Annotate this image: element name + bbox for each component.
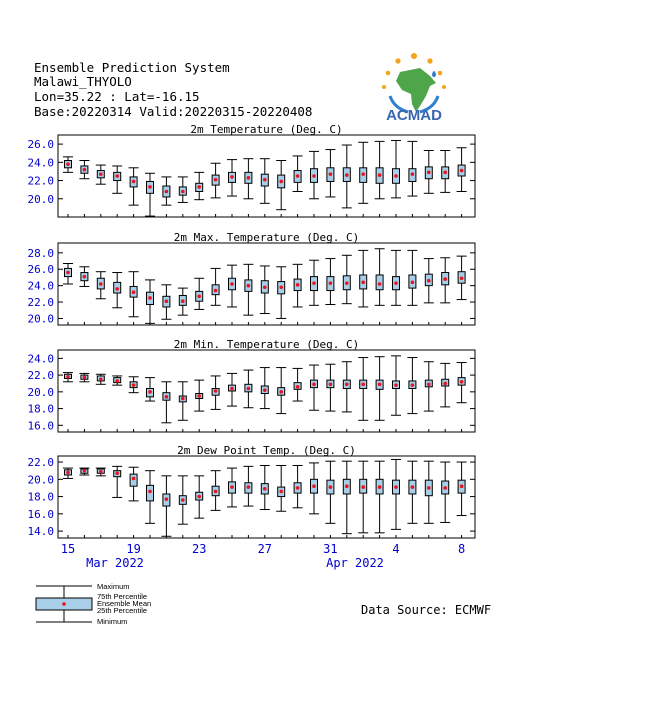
box-whisker bbox=[276, 267, 286, 319]
month-label: Apr 2022 bbox=[326, 556, 384, 570]
panel-title: 2m Max. Temperature (Deg. C) bbox=[173, 231, 360, 244]
mean-marker bbox=[197, 185, 201, 189]
y-tick-label: 28.0 bbox=[27, 246, 54, 260]
box-whisker bbox=[194, 278, 204, 309]
y-tick-label: 26.0 bbox=[27, 138, 54, 152]
logo-text: ACMAD bbox=[386, 107, 442, 124]
mean-marker bbox=[197, 495, 201, 499]
box-whisker bbox=[309, 365, 319, 410]
mean-marker bbox=[148, 390, 152, 394]
mean-marker bbox=[378, 383, 382, 387]
mean-marker bbox=[99, 470, 103, 474]
box-whisker bbox=[342, 145, 352, 208]
mean-marker bbox=[165, 299, 169, 303]
mean-marker bbox=[345, 281, 349, 285]
mean-marker bbox=[361, 485, 365, 489]
mean-marker bbox=[99, 377, 103, 381]
mean-marker bbox=[132, 290, 136, 294]
mean-marker bbox=[115, 471, 119, 475]
legend-label: Ensemble Mean bbox=[97, 599, 152, 608]
legend-label: Maximum bbox=[97, 582, 130, 591]
y-tick-label: 20.0 bbox=[27, 473, 54, 487]
mean-marker bbox=[115, 287, 119, 291]
box-whisker bbox=[309, 151, 319, 198]
box-whisker bbox=[211, 163, 221, 198]
box-whisker bbox=[227, 160, 237, 196]
legend-mean-marker bbox=[62, 602, 66, 606]
box-whisker bbox=[96, 272, 106, 299]
mean-marker bbox=[345, 484, 349, 488]
mean-marker bbox=[345, 173, 349, 177]
mean-marker bbox=[279, 285, 283, 289]
mean-marker bbox=[263, 285, 267, 289]
box-whisker bbox=[424, 150, 434, 193]
mean-marker bbox=[165, 497, 169, 501]
x-tick-label: 27 bbox=[257, 542, 273, 556]
header-dates: Base:20220314 Valid:20220315-20220408 bbox=[34, 104, 313, 119]
box-whisker bbox=[309, 463, 319, 514]
box-whisker bbox=[243, 370, 253, 408]
mean-marker bbox=[247, 176, 251, 180]
mean-marker bbox=[263, 388, 267, 392]
mean-marker bbox=[132, 477, 136, 481]
mean-marker bbox=[66, 162, 70, 166]
y-tick-label: 22.0 bbox=[27, 296, 54, 310]
box-whisker bbox=[260, 159, 270, 204]
box-whisker bbox=[375, 357, 385, 421]
chart-panel bbox=[28, 338, 476, 432]
box-whisker bbox=[358, 461, 368, 533]
x-tick-label: 19 bbox=[126, 542, 141, 556]
mean-marker bbox=[312, 383, 316, 387]
mean-marker bbox=[99, 172, 103, 176]
mean-marker bbox=[247, 284, 251, 288]
mean-marker bbox=[83, 275, 87, 279]
mean-marker bbox=[132, 180, 136, 184]
y-tick-label: 14.0 bbox=[27, 525, 54, 539]
mean-marker bbox=[165, 190, 169, 194]
mean-marker bbox=[263, 487, 267, 491]
mean-marker bbox=[296, 174, 300, 178]
box-whisker bbox=[145, 173, 155, 216]
box-whisker bbox=[358, 250, 368, 307]
chart-panel bbox=[28, 231, 476, 325]
mean-marker bbox=[443, 277, 447, 281]
mean-marker bbox=[443, 486, 447, 490]
mean-marker bbox=[148, 185, 152, 189]
mean-marker bbox=[148, 490, 152, 494]
box-whisker bbox=[407, 358, 417, 414]
box-whisker bbox=[375, 461, 385, 533]
mean-marker bbox=[312, 174, 316, 178]
box-whisker bbox=[293, 264, 303, 307]
mean-marker bbox=[411, 172, 415, 176]
mean-marker bbox=[214, 289, 218, 293]
panel-title: 2m Temperature (Deg. C) bbox=[190, 123, 343, 136]
y-tick-label: 20.0 bbox=[27, 192, 54, 206]
box-whisker bbox=[375, 141, 385, 198]
box-whisker bbox=[457, 462, 467, 516]
mean-marker bbox=[214, 389, 218, 393]
box-whisker bbox=[391, 459, 401, 529]
mean-marker bbox=[83, 168, 87, 172]
legend-label: 75th Percentile bbox=[97, 592, 148, 601]
box-whisker bbox=[276, 465, 286, 511]
mean-marker bbox=[460, 276, 464, 280]
box-whisker bbox=[227, 265, 237, 307]
mean-marker bbox=[181, 299, 185, 303]
mean-marker bbox=[427, 486, 431, 490]
mean-marker bbox=[312, 281, 316, 285]
header-coordinates: Lon=35.22 : Lat=-16.15 bbox=[34, 89, 200, 104]
box-whisker bbox=[457, 148, 467, 192]
mean-marker bbox=[460, 169, 464, 173]
box-whisker bbox=[63, 468, 73, 478]
box-whisker bbox=[96, 374, 106, 384]
x-tick-label: 15 bbox=[60, 542, 76, 556]
y-tick-label: 24.0 bbox=[27, 156, 54, 170]
mean-marker bbox=[296, 385, 300, 389]
box-whisker bbox=[358, 142, 368, 203]
box-whisker bbox=[161, 285, 171, 319]
box-whisker bbox=[407, 461, 417, 523]
box-whisker bbox=[79, 468, 89, 475]
box-whisker bbox=[293, 156, 303, 192]
box-whisker bbox=[112, 273, 122, 308]
box-whisker bbox=[243, 159, 253, 199]
box-whisker bbox=[194, 380, 204, 411]
box-whisker bbox=[407, 141, 417, 196]
box-whisker bbox=[440, 150, 450, 192]
mean-marker bbox=[329, 172, 333, 176]
x-tick-label: 8 bbox=[457, 542, 466, 556]
box-whisker bbox=[440, 462, 450, 522]
box-whisker bbox=[194, 172, 204, 199]
box-whisker bbox=[161, 476, 171, 536]
y-tick-label: 16.0 bbox=[27, 507, 54, 521]
mean-marker bbox=[361, 172, 365, 176]
box-whisker bbox=[276, 161, 286, 210]
box-whisker bbox=[227, 373, 237, 406]
box-whisker bbox=[145, 280, 155, 323]
mean-marker bbox=[296, 486, 300, 490]
box-whisker bbox=[457, 363, 467, 403]
mean-marker bbox=[279, 490, 283, 494]
mean-marker bbox=[197, 394, 201, 398]
mean-marker bbox=[345, 383, 349, 387]
mean-marker bbox=[378, 173, 382, 177]
mean-marker bbox=[148, 296, 152, 300]
legend-label: 25th Percentile bbox=[97, 606, 148, 615]
x-tick-label: 23 bbox=[191, 542, 207, 556]
mean-marker bbox=[197, 295, 201, 299]
box-whisker bbox=[79, 161, 89, 179]
box-whisker bbox=[194, 476, 204, 518]
box-whisker bbox=[79, 267, 89, 287]
box-whisker bbox=[457, 256, 467, 299]
box-whisker bbox=[63, 157, 73, 172]
box-whisker bbox=[293, 465, 303, 507]
panel-title: 2m Dew Point Temp. (Deg. C) bbox=[177, 444, 356, 457]
box-whisker bbox=[342, 362, 352, 412]
box-whisker bbox=[112, 166, 122, 193]
x-tick-label: 31 bbox=[323, 542, 338, 556]
mean-marker bbox=[361, 383, 365, 387]
mean-marker bbox=[83, 469, 87, 473]
box-whisker bbox=[161, 177, 171, 205]
mean-marker bbox=[214, 490, 218, 494]
box-whisker bbox=[293, 368, 303, 401]
y-tick-label: 20.0 bbox=[27, 312, 54, 326]
mean-marker bbox=[66, 271, 70, 275]
box-whisker bbox=[325, 461, 335, 523]
mean-marker bbox=[230, 282, 234, 286]
box-whisker bbox=[96, 165, 106, 184]
x-tick-label: 4 bbox=[392, 542, 400, 556]
y-tick-label: 22.0 bbox=[27, 369, 54, 383]
panel-title: 2m Min. Temperature (Deg. C) bbox=[173, 338, 360, 351]
mean-marker bbox=[279, 180, 283, 184]
month-label: Mar 2022 bbox=[86, 556, 144, 570]
box-whisker bbox=[145, 378, 155, 401]
y-tick-label: 22.0 bbox=[27, 174, 54, 188]
mean-marker bbox=[247, 387, 251, 391]
box-whisker bbox=[440, 258, 450, 303]
box-whisker bbox=[358, 358, 368, 421]
mean-marker bbox=[411, 281, 415, 285]
box-whisker bbox=[178, 476, 188, 524]
box-whisker bbox=[63, 373, 73, 382]
mean-marker bbox=[427, 383, 431, 387]
box-whisker bbox=[375, 249, 385, 306]
mean-marker bbox=[378, 282, 382, 286]
mean-marker bbox=[329, 281, 333, 285]
mean-marker bbox=[427, 171, 431, 175]
mean-marker bbox=[214, 178, 218, 182]
chart-panel bbox=[28, 444, 476, 538]
header-station: Malawi_THYOLO bbox=[34, 74, 132, 89]
mean-marker bbox=[230, 175, 234, 179]
chart-panel bbox=[28, 123, 476, 217]
box-whisker bbox=[112, 376, 122, 385]
mean-marker bbox=[411, 485, 415, 489]
mean-marker bbox=[394, 383, 398, 387]
y-tick-label: 24.0 bbox=[27, 352, 54, 366]
mean-marker bbox=[394, 281, 398, 285]
box-whisker bbox=[342, 255, 352, 303]
mean-marker bbox=[247, 485, 251, 489]
box-whisker bbox=[260, 266, 270, 314]
y-tick-label: 22.0 bbox=[27, 456, 54, 470]
legend-label: Minimum bbox=[97, 617, 128, 626]
data-source: Data Source: ECMWF bbox=[361, 603, 492, 617]
box-whisker bbox=[325, 259, 335, 305]
legend bbox=[36, 582, 151, 626]
mean-marker bbox=[378, 485, 382, 489]
mean-marker bbox=[443, 382, 447, 386]
box-whisker bbox=[260, 368, 270, 409]
mean-marker bbox=[443, 171, 447, 175]
y-tick-label: 18.0 bbox=[27, 402, 54, 416]
box-whisker bbox=[129, 272, 139, 317]
mean-marker bbox=[411, 383, 415, 387]
box-whisker bbox=[145, 471, 155, 524]
mean-marker bbox=[230, 485, 234, 489]
box-whisker bbox=[440, 363, 450, 407]
box-whisker bbox=[112, 466, 122, 497]
box-whisker bbox=[129, 168, 139, 205]
mean-marker bbox=[181, 498, 185, 502]
mean-marker bbox=[427, 279, 431, 283]
mean-marker bbox=[394, 485, 398, 489]
box-whisker bbox=[342, 461, 352, 534]
mean-marker bbox=[296, 283, 300, 287]
box-whisker bbox=[178, 382, 188, 420]
mean-marker bbox=[460, 484, 464, 488]
box-whisker bbox=[161, 382, 171, 423]
box-whisker bbox=[407, 250, 417, 305]
mean-marker bbox=[165, 395, 169, 399]
mean-marker bbox=[181, 397, 185, 401]
box-whisker bbox=[391, 250, 401, 305]
y-tick-label: 18.0 bbox=[27, 490, 54, 504]
box-whisker bbox=[63, 264, 73, 285]
mean-marker bbox=[115, 379, 119, 383]
mean-marker bbox=[263, 178, 267, 182]
y-tick-label: 20.0 bbox=[27, 385, 54, 399]
mean-marker bbox=[83, 376, 87, 380]
box-whisker bbox=[391, 140, 401, 197]
box-whisker bbox=[325, 150, 335, 197]
box-whisker bbox=[211, 471, 221, 511]
box-whisker bbox=[391, 356, 401, 415]
box-whisker bbox=[178, 177, 188, 203]
mean-marker bbox=[329, 383, 333, 387]
mean-marker bbox=[66, 471, 70, 475]
box-whisker bbox=[243, 264, 253, 315]
box-whisker bbox=[129, 377, 139, 393]
box-whisker bbox=[260, 465, 270, 509]
mean-marker bbox=[99, 282, 103, 286]
mean-marker bbox=[460, 380, 464, 384]
mean-marker bbox=[361, 281, 365, 285]
mean-marker bbox=[279, 390, 283, 394]
y-tick-label: 26.0 bbox=[27, 263, 54, 277]
box-whisker bbox=[424, 259, 434, 303]
header-title: Ensemble Prediction System bbox=[34, 60, 230, 75]
box-whisker bbox=[96, 468, 106, 476]
mean-marker bbox=[132, 383, 136, 387]
box-whisker bbox=[211, 376, 221, 409]
mean-marker bbox=[394, 174, 398, 178]
box-whisker bbox=[211, 268, 221, 305]
mean-marker bbox=[66, 375, 70, 379]
box-whisker bbox=[79, 373, 89, 381]
mean-marker bbox=[181, 190, 185, 194]
box-whisker bbox=[227, 468, 237, 507]
box-whisker bbox=[129, 467, 139, 501]
y-tick-label: 24.0 bbox=[27, 279, 54, 293]
y-tick-label: 16.0 bbox=[27, 419, 54, 433]
box-whisker bbox=[309, 260, 319, 305]
box-whisker bbox=[424, 362, 434, 411]
mean-marker bbox=[312, 484, 316, 488]
mean-marker bbox=[115, 174, 119, 178]
mean-marker bbox=[230, 387, 234, 391]
box-whisker bbox=[178, 288, 188, 315]
mean-marker bbox=[329, 485, 333, 489]
box-whisker bbox=[243, 466, 253, 506]
box-whisker bbox=[276, 368, 286, 414]
box-whisker bbox=[325, 364, 335, 411]
box-whisker bbox=[424, 461, 434, 523]
